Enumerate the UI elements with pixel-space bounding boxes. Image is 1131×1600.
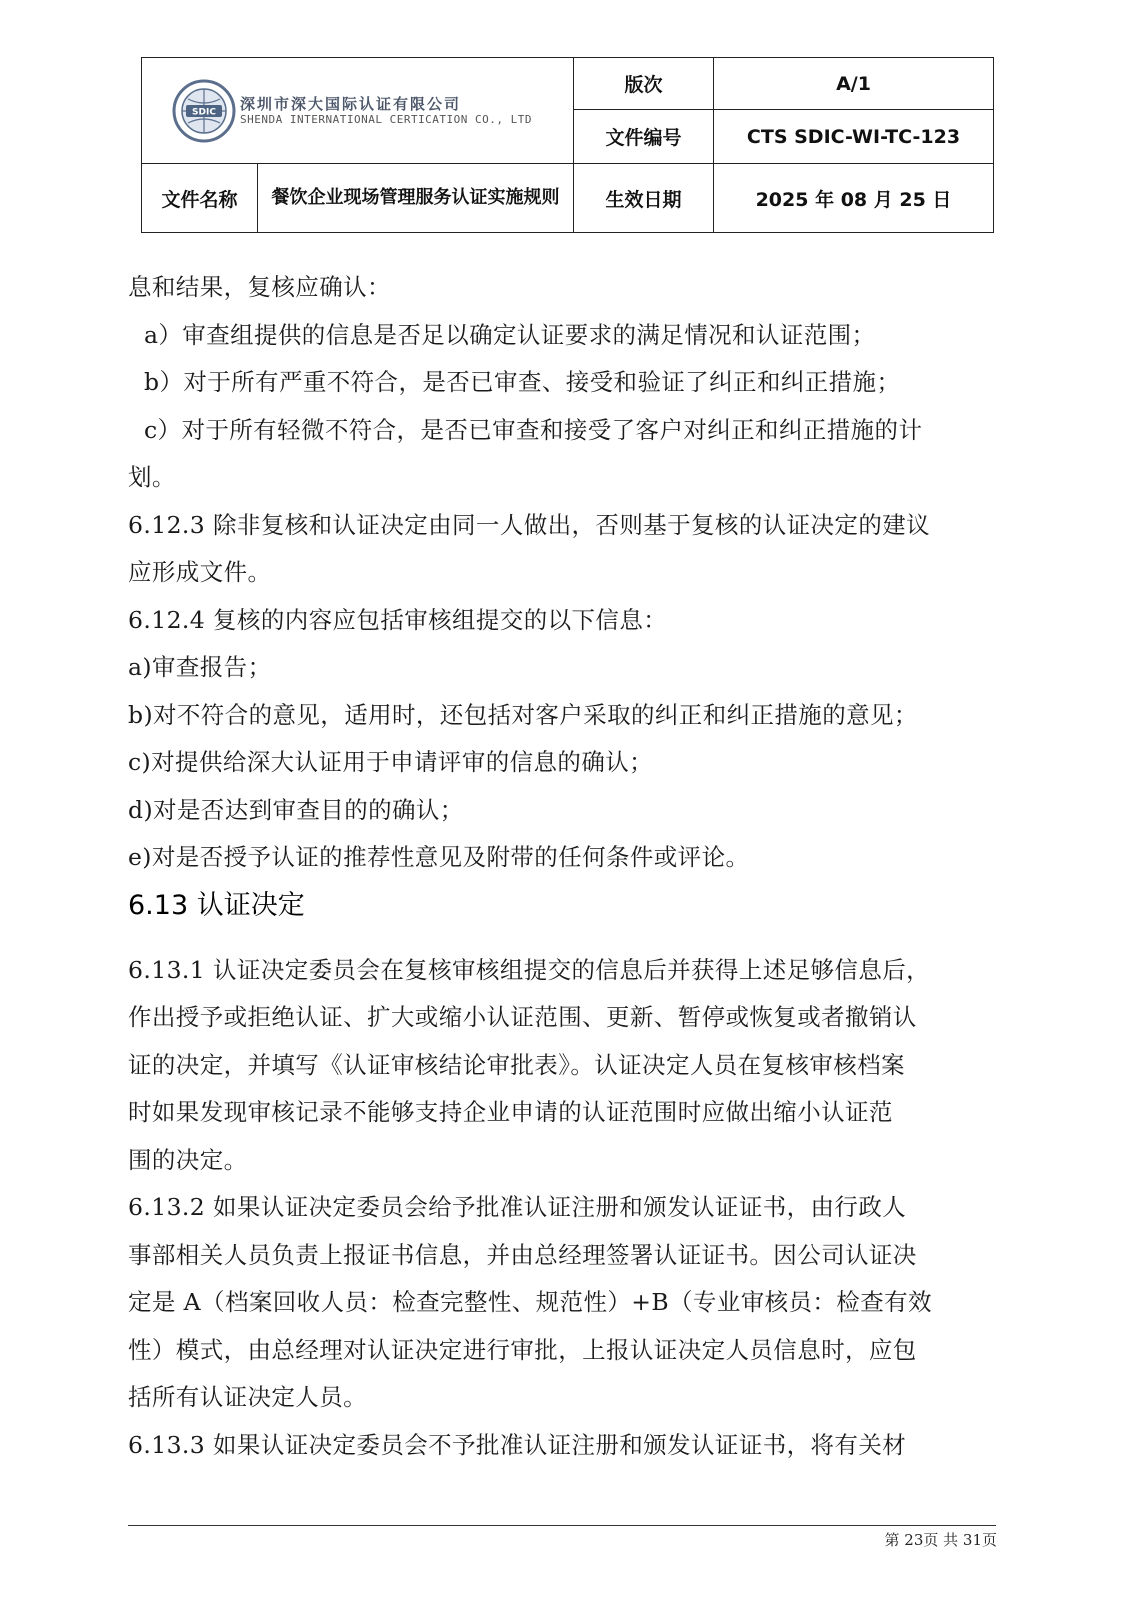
docno-label: 文件编号 xyxy=(574,110,714,164)
version-value: A/1 xyxy=(714,58,994,110)
company-name-en: SHENDA INTERNATIONAL CERTICATION CO., LTD xyxy=(240,112,533,126)
docno-value: CTS SDIC-WI-TC-123 xyxy=(714,110,994,164)
effective-date-value: 2025 年 08 月 25 日 xyxy=(714,164,994,233)
body-line: 6.13.2 如果认证决定委员会给予批准认证注册和颁发认证证书，由行政人 xyxy=(128,1193,907,1221)
body-line: 作出授予或拒绝认证、扩大或缩小认证范围、更新、暂停或恢复或者撤销认 xyxy=(128,1003,917,1031)
company-name-cn: 深圳市深大国际认证有限公司 xyxy=(240,94,462,113)
body-line: a）审查组提供的信息是否足以确定认证要求的满足情况和认证范围； xyxy=(144,320,876,349)
body-line: e)对是否授予认证的推荐性意见及附带的任何条件或评论。 xyxy=(128,843,750,871)
body-line: 括所有认证决定人员。 xyxy=(128,1383,367,1411)
page-number: 第 23页 共 31页 xyxy=(884,1531,997,1549)
document-header-table xyxy=(141,57,994,233)
body-line: c）对于所有轻微不符合，是否已审查和接受了客户对纠正和纠正措施的计 xyxy=(144,415,923,444)
doc-name-label: 文件名称 xyxy=(142,164,258,233)
body-line: 性）模式，由总经理对认证决定进行审批，上报认证决定人员信息时，应包 xyxy=(128,1335,917,1364)
body-line: 息和结果，复核应确认： xyxy=(128,273,391,301)
body-line: 应形成文件。 xyxy=(128,558,272,586)
version-label: 版次 xyxy=(574,58,714,110)
body-line: 时如果发现审核记录不能够支持企业申请的认证范围时应做出缩小认证范 xyxy=(128,1098,893,1126)
body-line: a)审查报告； xyxy=(128,653,272,681)
body-line: 6.13.3 如果认证决定委员会不予批准认证注册和颁发认证证书，将有关材 xyxy=(128,1430,907,1459)
effective-date-label: 生效日期 xyxy=(574,164,714,233)
body-line: d)对是否达到审查目的的确认； xyxy=(128,795,464,824)
body-line: b)对不符合的意见，适用时，还包括对客户采取的纠正和纠正措施的意见； xyxy=(128,700,918,729)
body-line: 证的决定，并填写《认证审核结论审批表》。认证决定人员在复核审核档案 xyxy=(128,1050,905,1079)
body-line: c)对提供给深大认证用于申请评审的信息的确认； xyxy=(128,748,654,776)
body-line: 6.12.4 复核的内容应包括审核组提交的以下信息： xyxy=(128,605,668,634)
footer-divider xyxy=(128,1525,996,1526)
document-body xyxy=(128,264,998,1469)
company-logo-cell xyxy=(142,58,574,164)
company-logo-icon xyxy=(172,79,236,143)
body-line: 定是 A（档案回收人员：检查完整性、规范性）+B（专业审核员：检查有效 xyxy=(128,1288,932,1316)
body-line: b）对于所有严重不符合，是否已审查、接受和验证了纠正和纠正措施； xyxy=(144,368,901,396)
section-heading: 6.13 认证决定 xyxy=(128,889,305,921)
doc-name-value: 餐饮企业现场管理服务认证实施规则 xyxy=(258,164,574,233)
svg-text:SDIC: SDIC xyxy=(192,107,216,117)
body-line: 事部相关人员负责上报证书信息，并由总经理签署认证证书。因公司认证决 xyxy=(128,1240,917,1269)
body-line: 划。 xyxy=(128,463,176,491)
body-line: 围的决定。 xyxy=(128,1145,248,1174)
body-line: 6.13.1 认证决定委员会在复核审核组提交的信息后并获得上述足够信息后， xyxy=(128,955,931,984)
body-line: 6.12.3 除非复核和认证决定由同一人做出，否则基于复核的认证决定的建议 xyxy=(128,510,931,539)
